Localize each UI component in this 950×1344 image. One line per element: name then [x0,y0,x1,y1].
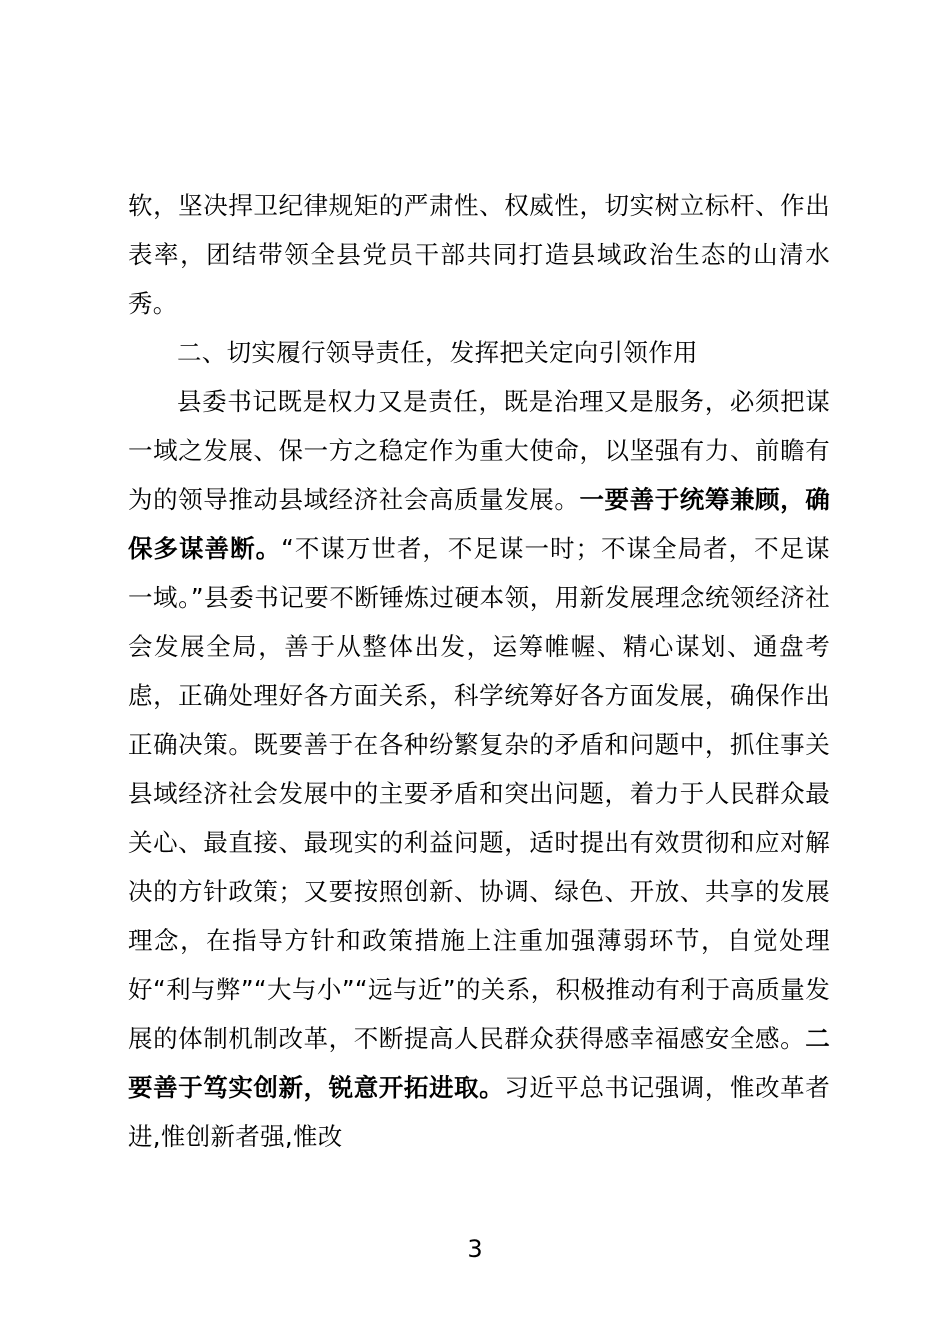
page-number: 3 [467,1235,483,1263]
paragraph-intro-text: 县委书记既是权力又是责任，既是治理又是服务，必须把谋一域之发展、保一方之稳定作为重大使命，以坚强有力、前瞻有为的领导推动县域经济社会高质量发展。 [128,387,830,514]
point-two-text: 习近平总书记强调，惟改革者进,惟创新者强,惟改 [128,1073,830,1151]
section-heading: 二、切实履行领导责任，发挥把关定向引领作用 [177,338,698,367]
point-two-heading: 二要善于笃实创新，锐意开拓进取。 [128,1024,830,1102]
point-one-heading: 一要善于统筹兼顾，确保多谋善断。 [128,485,830,563]
document-body [128,181,830,1161]
point-one-text: “不谋万世者，不足谋一时；不谋全局者，不足谋一域。”县委书记要不断锤炼过硬本领，用新发展理念统领经济社会发展全局，善于从整体出发，运筹帷幄、精心谋划、通盘考虑，正确处理好各方面关系，科学统筹好各方面发展，确保作出正确决策。既要善于在各种纷繁复杂的矛盾和问题中，抓住事关县域经济社会发展中的主要矛盾和突出问题，着力于人民群众最关心、最直接、最现实的利益问题，适时提出有效贯彻和应对解决的方针政策；又要按照创新、协调、绿色、开放、共享的发展理念，在指导方针和政策措施上注重加强薄弱环节，自觉处理好“利与弊”“大与小”“远与近”的关系，积极推动有利于高质量发展的体制机制改革，不断提高人民群众获得感幸福感安全感。 [128,534,830,1053]
continuation-paragraph: 软，坚决捍卫纪律规矩的严肃性、权威性，切实树立标杆、作出表率，团结带领全县党员干部共同打造县域政治生态的山清水秀。 [128,191,830,318]
body-paragraph [128,377,830,1161]
